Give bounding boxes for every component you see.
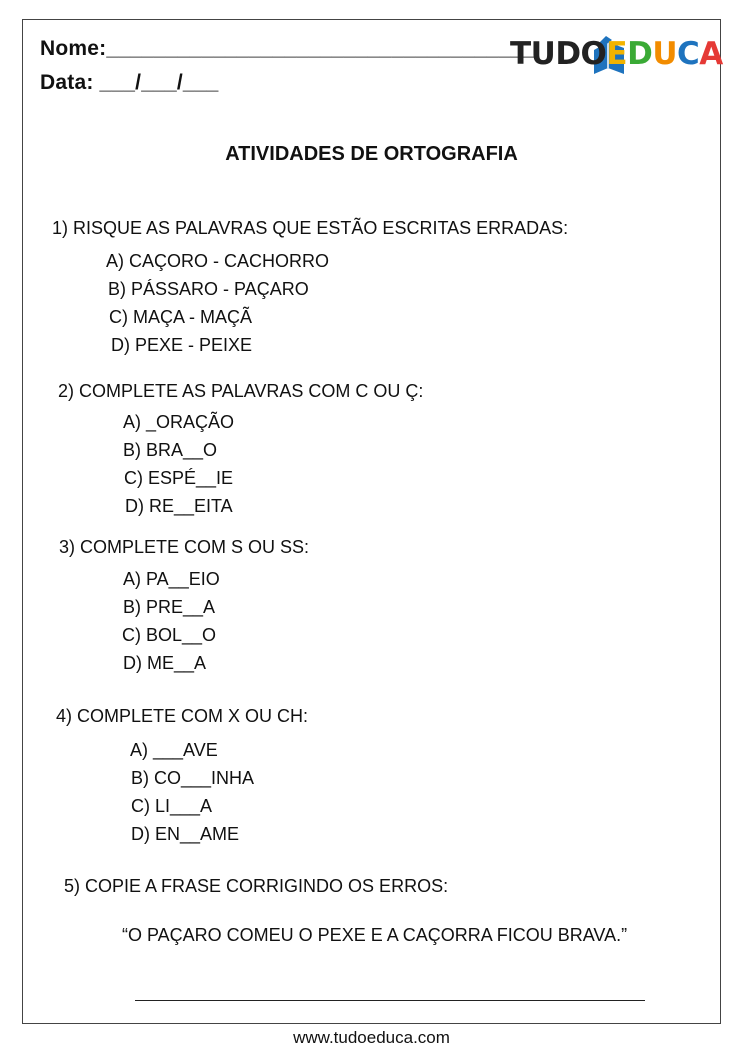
question-1-item-a: A) CAÇORO - CACHORRO <box>106 251 330 271</box>
question-5-quote: “O PAÇARO COMEU O PEXE E A CAÇORRA FICOU BRAVA.” <box>122 925 628 945</box>
logo-part-tudo: TUDO <box>510 36 607 72</box>
logo-letter-a: A <box>699 36 723 72</box>
question-2-item-b: B) BRA__O <box>123 440 218 460</box>
question-3-prompt: 3) COMPLETE COM S OU SS: <box>59 537 310 557</box>
question-1-item-b: B) PÁSSARO - PAÇARO <box>108 279 309 299</box>
question-4-prompt: 4) COMPLETE COM X OU CH: <box>56 706 309 726</box>
question-4-item-b: B) CO___INHA <box>131 768 255 788</box>
page-title: ATIVIDADES DE ORTOGRAFIA <box>225 143 518 165</box>
question-4-item-c: C) LI___A <box>131 796 213 816</box>
date-field-label: Data: ___/___/___ <box>40 71 219 94</box>
question-2-prompt: 2) COMPLETE AS PALAVRAS COM C OU Ç: <box>58 381 424 401</box>
question-1-item-d: D) PEXE - PEIXE <box>111 335 253 355</box>
question-2-item-c: C) ESPÉ__IE <box>124 468 234 488</box>
name-field-label: Nome:____________________________________ <box>40 37 534 60</box>
logo-letter-c: C <box>677 36 700 72</box>
question-4-item-a: A) ___AVE <box>130 740 218 760</box>
logo-letter-u: U <box>652 36 678 72</box>
question-1-item-c: C) MAÇA - MAÇÃ <box>109 307 253 327</box>
footer-url: www.tudoeduca.com <box>293 1028 450 1047</box>
question-4-item-d: D) EN__AME <box>131 824 240 844</box>
question-5-prompt: 5) COPIE A FRASE CORRIGINDO OS ERROS: <box>64 876 449 896</box>
question-3-item-c: C) BOL__O <box>122 625 217 645</box>
question-2-item-a: A) _ORAÇÃO <box>123 412 235 432</box>
logo-letter-e: E <box>606 36 628 72</box>
question-3-item-a: A) PA__EIO <box>123 569 220 589</box>
question-1-prompt: 1) RISQUE AS PALAVRAS QUE ESTÃO ESCRITAS ERRADAS: <box>52 218 569 238</box>
question-3-item-d: D) ME__A <box>123 653 207 673</box>
logo-letter-d: D <box>627 36 653 72</box>
tudoeduca-logo <box>508 30 723 78</box>
question-2-item-d: D) RE__EITA <box>125 496 233 516</box>
question-3-item-b: B) PRE__A <box>123 597 216 617</box>
page-border <box>22 19 721 1024</box>
answer-line <box>135 1000 645 1001</box>
